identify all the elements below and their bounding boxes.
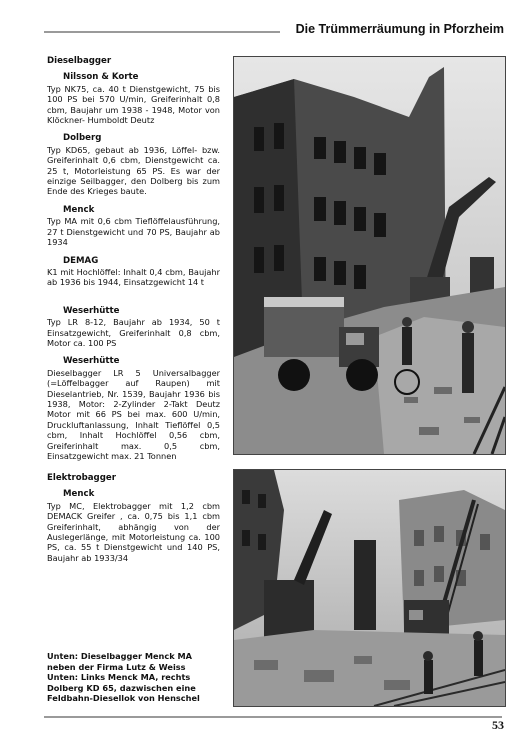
diesel-section — [47, 56, 220, 469]
entry-text: Typ NK75, ca. 40 t Dienstgewicht, 75 bis 100 PS bei 570 U/min, Greiferinhalt 0,8 cbm, Baujahr um 1938 - 1948, Motor von Klöckner- Humboldt Deutz — [47, 83, 220, 126]
entry-nilsson-korte — [47, 72, 220, 125]
caption-line: Unten: Links Menck MA, rechts Dolberg KD 65, dazwischen eine Feldbahn-Diesellok von Henschel — [47, 672, 200, 704]
entry-text: Typ LR 8-12, Baujahr ab 1934, 50 t Einsatzgewicht, Greiferinhalt 0,8 cbm, Motor ca. 100 PS — [47, 317, 220, 348]
footer-rule — [44, 716, 502, 718]
entry-dolberg — [47, 133, 220, 196]
entry-text: Typ MC, Elektrobagger mit 1,2 cbm DEMACK Greifer , ca. 0,75 bis 1,1 cbm Greiferinhalt, abhängig von der Auslegerlänge, mit Motorleistung ca. 100 PS, ca. 55 t Dienstgewicht und 140 PS, Baujahr ab 1933/34 — [47, 500, 220, 563]
header-rule — [44, 31, 280, 33]
entry-text: Dieselbagger LR 5 Universalbagger (=Löffelbagger auf Raupen) mit Dieselantrieb, Nr. 1539, Baujahr 1936 bis 1938, Motor: 2-Zylinder 2-Takt Deutz Motor mit 66 PS bei max. 600 U/min, Druckluftanlassung, Inhalt Tieflöffel 0,5 cbm, Inhalt Hochlöffel 0,56 cbm, Greiferinhalt max. 0,5 cbm, Einsatzgewicht max. 21 Tonnen — [47, 367, 220, 461]
entry-text: Typ MA mit 0,6 cbm Tieflöffelausführung, 27 t Dienstgewicht und 70 PS, Baujahr ab 1934 — [47, 216, 220, 248]
caption-line: Unten: Dieselbagger Menck MA — [47, 651, 192, 661]
section-title-elektro: Elektrobagger — [47, 473, 116, 483]
section-title-diesel: Dieselbagger — [47, 56, 112, 66]
photo-menck-dolberg — [233, 469, 506, 707]
page-number: 53 — [492, 718, 504, 732]
entry-title: Menck — [63, 204, 95, 215]
entry-title: Weserhütte — [63, 305, 120, 316]
photo-diesel-excavator-image — [234, 57, 505, 454]
entry-title: Weserhütte — [63, 356, 120, 367]
entry-demag — [47, 256, 220, 288]
caption-line: neben der Firma Lutz & Weiss — [47, 661, 186, 672]
photo-caption — [47, 651, 222, 704]
entry-weserhuette-lr8 — [47, 306, 220, 349]
entry-title: DEMAG — [63, 255, 99, 266]
entry-weserhuette-lr5 — [47, 356, 220, 461]
entry-text: Typ KD65, gebaut ab 1936, Löffel- bzw. Greiferinhalt 0,6 cbm, Dienstgewicht ca. 25 t, Motorleistung 65 PS. Es war der einzige Seilbagger, den Dolberg bis zum Ende des Krieges baute. — [47, 144, 220, 197]
photo-diesel-excavator — [233, 56, 506, 455]
entry-title: Menck — [63, 489, 95, 500]
entry-title: Dolberg — [63, 133, 102, 144]
entry-menck-ma — [47, 205, 220, 248]
entry-menck-mc — [47, 489, 220, 563]
elektro-section — [47, 473, 220, 571]
entry-text: K1 mit Hochlöffel: Inhalt 0,4 cbm, Baujahr ab 1936 bis 1944, Einsatzgewicht 14 t — [47, 266, 220, 288]
photo-menck-dolberg-image — [234, 470, 505, 706]
entry-title: Nilsson & Korte — [63, 72, 139, 83]
page-header-title: Die Trümmerräumung in Pforzheim — [295, 22, 504, 36]
